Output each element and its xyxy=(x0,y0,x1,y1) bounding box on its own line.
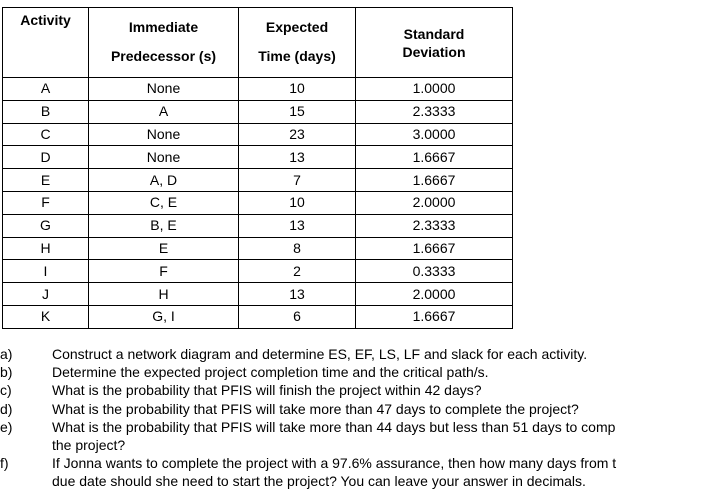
activity-cell: H xyxy=(3,237,89,260)
question-text: the project? xyxy=(52,437,126,454)
question-item xyxy=(0,418,709,454)
expected-time-cell: 10 xyxy=(239,191,356,214)
header-predecessor-line2: Predecessor (s) xyxy=(110,48,217,64)
std-deviation-cell: 2.3333 xyxy=(356,100,513,123)
header-std-line1: Standard xyxy=(403,25,465,42)
activity-table xyxy=(2,7,513,329)
predecessor-cell: A xyxy=(89,100,239,123)
header-standard-deviation xyxy=(356,8,513,78)
question-label: d) xyxy=(0,400,13,417)
table-row xyxy=(3,214,513,237)
expected-time-cell: 15 xyxy=(239,100,356,123)
activity-cell: B xyxy=(3,100,89,123)
table-row xyxy=(3,191,513,214)
question-text: Determine the expected project completion time and the critical path/s. xyxy=(52,364,489,381)
question-label: c) xyxy=(0,382,12,399)
expected-time-cell: 23 xyxy=(239,123,356,146)
table-row xyxy=(3,283,513,306)
question-item xyxy=(0,363,709,381)
activity-cell: J xyxy=(3,283,89,306)
table-row xyxy=(3,169,513,192)
expected-time-cell: 8 xyxy=(239,237,356,260)
question-line xyxy=(0,363,709,381)
question-item xyxy=(0,345,709,363)
question-line xyxy=(0,418,709,436)
header-activity: Activity xyxy=(3,8,89,78)
question-item xyxy=(0,454,709,490)
predecessor-cell: F xyxy=(89,260,239,283)
activity-cell: E xyxy=(3,169,89,192)
question-label: b) xyxy=(0,364,13,381)
predecessor-cell: G, I xyxy=(89,305,239,328)
expected-time-cell: 7 xyxy=(239,169,356,192)
expected-time-cell: 6 xyxy=(239,305,356,328)
predecessor-cell: None xyxy=(89,123,239,146)
activity-cell: F xyxy=(3,191,89,214)
activity-cell: A xyxy=(3,78,89,101)
question-label: a) xyxy=(0,346,13,362)
table-row xyxy=(3,237,513,260)
std-deviation-cell: 1.0000 xyxy=(356,78,513,101)
predecessor-cell: None xyxy=(89,78,239,101)
header-expected-line1: Expected xyxy=(265,19,329,35)
expected-time-cell: 13 xyxy=(239,214,356,237)
table-body xyxy=(3,78,513,329)
std-deviation-cell: 3.0000 xyxy=(356,123,513,146)
question-text: What is the probability that PFIS will take more than 47 days to complete the project? xyxy=(52,400,579,417)
predecessor-cell: C, E xyxy=(89,191,239,214)
expected-time-cell: 10 xyxy=(239,78,356,101)
activity-cell: D xyxy=(3,146,89,169)
std-deviation-cell: 1.6667 xyxy=(356,237,513,260)
predecessor-cell: None xyxy=(89,146,239,169)
std-deviation-cell: 2.0000 xyxy=(356,283,513,306)
question-label: e) xyxy=(0,418,13,435)
expected-time-cell: 13 xyxy=(239,146,356,169)
question-line xyxy=(0,381,709,399)
question-item xyxy=(0,400,709,418)
table-row xyxy=(3,123,513,146)
question-line xyxy=(0,436,709,454)
activity-cell: G xyxy=(3,214,89,237)
question-line xyxy=(0,472,709,490)
question-item xyxy=(0,381,709,399)
question-text: due date should she need to start the project? You can leave your answer in decimals. xyxy=(52,473,586,490)
header-expected-line2: Time (days) xyxy=(258,48,336,64)
std-deviation-cell: 1.6667 xyxy=(356,169,513,192)
question-text: What is the probability that PFIS will take more than 44 days but less than 51 days to comp xyxy=(52,418,616,435)
table-row xyxy=(3,78,513,101)
header-predecessor xyxy=(89,8,239,78)
table-row xyxy=(3,305,513,328)
table-row xyxy=(3,146,513,169)
header-expected-time xyxy=(239,8,356,78)
question-line xyxy=(0,454,709,472)
std-deviation-cell: 1.6667 xyxy=(356,305,513,328)
expected-time-cell: 13 xyxy=(239,283,356,306)
std-deviation-cell: 0.3333 xyxy=(356,260,513,283)
header-predecessor-line1: Immediate xyxy=(128,19,199,35)
question-text: What is the probability that PFIS will finish the project within 42 days? xyxy=(52,382,482,399)
question-text: Construct a network diagram and determine ES, EF, LS, LF and slack for each activity. xyxy=(52,346,588,362)
predecessor-cell: B, E xyxy=(89,214,239,237)
activity-cell: C xyxy=(3,123,89,146)
questions-list xyxy=(0,345,709,491)
question-line xyxy=(0,345,709,363)
question-label: f) xyxy=(0,455,9,472)
std-deviation-cell: 2.3333 xyxy=(356,214,513,237)
question-text: If Jonna wants to complete the project with a 97.6% assurance, then how many days from t xyxy=(52,455,617,472)
table-row xyxy=(3,260,513,283)
std-deviation-cell: 2.0000 xyxy=(356,191,513,214)
expected-time-cell: 2 xyxy=(239,260,356,283)
predecessor-cell: H xyxy=(89,283,239,306)
header-std-line2: Deviation xyxy=(402,43,466,60)
activity-cell: I xyxy=(3,260,89,283)
question-line xyxy=(0,400,709,418)
activity-cell: K xyxy=(3,305,89,328)
table-row xyxy=(3,100,513,123)
predecessor-cell: E xyxy=(89,237,239,260)
std-deviation-cell: 1.6667 xyxy=(356,146,513,169)
predecessor-cell: A, D xyxy=(89,169,239,192)
table-header-row xyxy=(3,8,513,78)
